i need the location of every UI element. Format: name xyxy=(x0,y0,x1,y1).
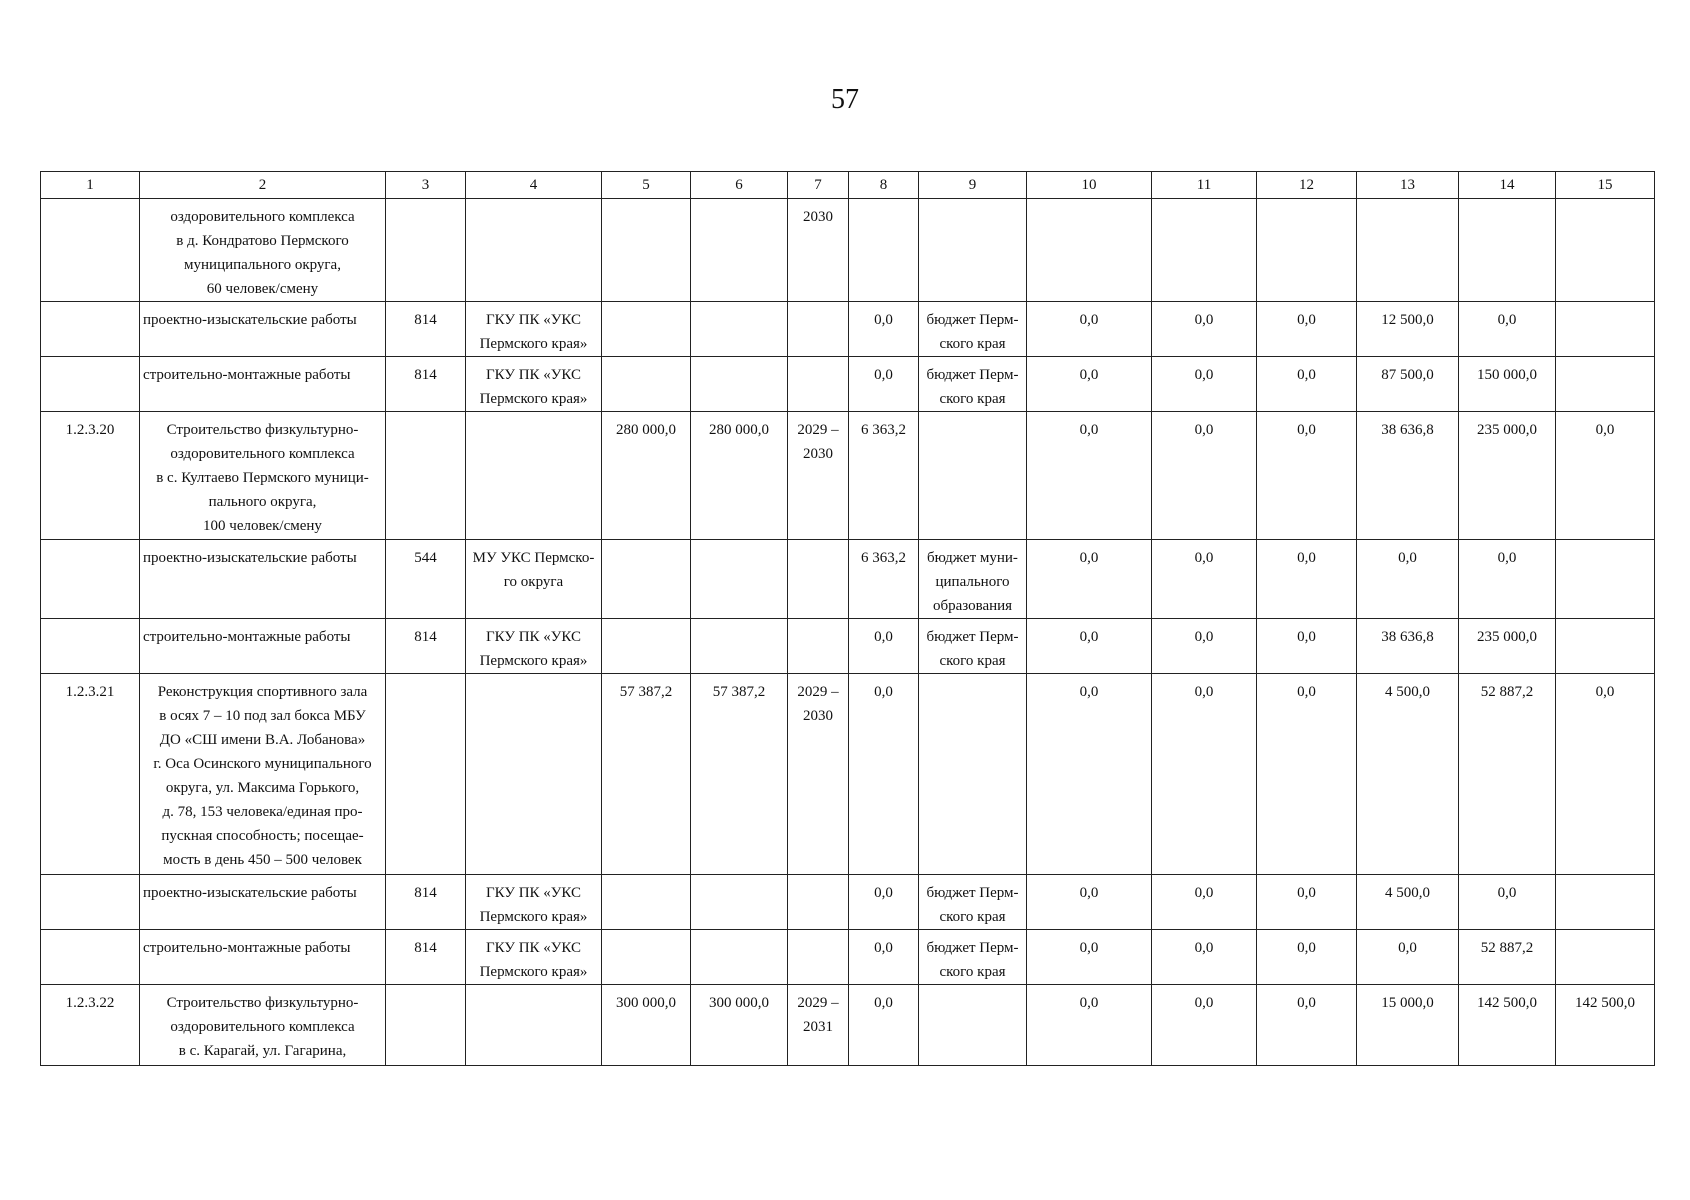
table-cell xyxy=(1556,357,1655,412)
table-row xyxy=(41,540,1655,619)
table-cell: 2029 – 2031 xyxy=(788,985,849,1066)
table-cell: 0,0 xyxy=(1027,357,1152,412)
column-header: 1 xyxy=(41,172,140,199)
table-cell: строительно-монтажные работы xyxy=(140,619,386,674)
table-cell xyxy=(788,875,849,930)
table-cell xyxy=(602,875,691,930)
table-cell: 235 000,0 xyxy=(1459,412,1556,540)
table-cell: Строительство физкультурно- оздоровительного комплекса в с. Карагай, ул. Гагарина, xyxy=(140,985,386,1066)
table-cell xyxy=(1152,199,1257,302)
column-header: 4 xyxy=(466,172,602,199)
table-cell: ГКУ ПК «УКС Пермского края» xyxy=(466,357,602,412)
table-cell: 4 500,0 xyxy=(1357,875,1459,930)
table-cell: проектно-изыскательские работы xyxy=(140,875,386,930)
table-cell: 0,0 xyxy=(849,357,919,412)
column-header: 12 xyxy=(1257,172,1357,199)
table-cell: 0,0 xyxy=(1257,674,1357,875)
table-row xyxy=(41,412,1655,540)
table-cell: 87 500,0 xyxy=(1357,357,1459,412)
table-cell: 0,0 xyxy=(849,985,919,1066)
table-cell: 0,0 xyxy=(849,302,919,357)
table-cell xyxy=(1357,199,1459,302)
table-cell: ГКУ ПК «УКС Пермского края» xyxy=(466,619,602,674)
table-cell: 142 500,0 xyxy=(1459,985,1556,1066)
table-row xyxy=(41,985,1655,1066)
table-cell: оздоровительного комплекса в д. Кондратово Пермского муниципального округа, 60 человек/смену xyxy=(140,199,386,302)
table-cell: 57 387,2 xyxy=(691,674,788,875)
table-cell: 1.2.3.22 xyxy=(41,985,140,1066)
table-cell: 52 887,2 xyxy=(1459,930,1556,985)
table-cell: 0,0 xyxy=(1152,302,1257,357)
page-number: 57 xyxy=(831,84,859,115)
table-cell xyxy=(1556,540,1655,619)
table-cell: 280 000,0 xyxy=(691,412,788,540)
table-cell xyxy=(386,412,466,540)
program-table xyxy=(40,171,1655,1066)
table-row xyxy=(41,875,1655,930)
table-row xyxy=(41,619,1655,674)
table-cell: бюджет Перм- ского края xyxy=(919,875,1027,930)
table-cell: бюджет Перм- ского края xyxy=(919,357,1027,412)
table-cell xyxy=(466,985,602,1066)
table-cell xyxy=(41,199,140,302)
table-cell xyxy=(691,302,788,357)
table-cell xyxy=(1257,199,1357,302)
table-cell: 280 000,0 xyxy=(602,412,691,540)
table-cell xyxy=(386,985,466,1066)
table-cell: 0,0 xyxy=(1459,302,1556,357)
table-cell: 2029 – 2030 xyxy=(788,412,849,540)
column-header: 11 xyxy=(1152,172,1257,199)
table-cell xyxy=(849,199,919,302)
table-cell: строительно-монтажные работы xyxy=(140,930,386,985)
table-cell: 0,0 xyxy=(1152,674,1257,875)
table-cell: 0,0 xyxy=(1027,619,1152,674)
table-cell: бюджет Перм- ского края xyxy=(919,930,1027,985)
table-cell: 300 000,0 xyxy=(691,985,788,1066)
table-cell xyxy=(466,674,602,875)
table-cell xyxy=(602,930,691,985)
table-cell: 15 000,0 xyxy=(1357,985,1459,1066)
table-cell: 52 887,2 xyxy=(1459,674,1556,875)
table-cell: 0,0 xyxy=(1556,412,1655,540)
table-cell xyxy=(788,357,849,412)
table-cell xyxy=(691,540,788,619)
column-header: 8 xyxy=(849,172,919,199)
table-cell: 544 xyxy=(386,540,466,619)
table-cell: 0,0 xyxy=(849,674,919,875)
table-cell: 0,0 xyxy=(1152,412,1257,540)
table-cell xyxy=(41,619,140,674)
table-cell: 0,0 xyxy=(1152,985,1257,1066)
table-cell: строительно-монтажные работы xyxy=(140,357,386,412)
table-cell xyxy=(1556,875,1655,930)
column-header: 3 xyxy=(386,172,466,199)
table-cell: 0,0 xyxy=(1027,875,1152,930)
table-cell: 0,0 xyxy=(1257,875,1357,930)
table-cell: 2030 xyxy=(788,199,849,302)
table-cell xyxy=(602,357,691,412)
table-cell: 6 363,2 xyxy=(849,540,919,619)
column-header: 15 xyxy=(1556,172,1655,199)
table-cell xyxy=(41,357,140,412)
table-cell xyxy=(1556,930,1655,985)
column-header: 14 xyxy=(1459,172,1556,199)
table-cell xyxy=(1027,199,1152,302)
table-cell xyxy=(919,674,1027,875)
table-row xyxy=(41,357,1655,412)
table-cell: 38 636,8 xyxy=(1357,619,1459,674)
table-cell: 150 000,0 xyxy=(1459,357,1556,412)
table-cell: бюджет Перм- ского края xyxy=(919,619,1027,674)
table-cell: 0,0 xyxy=(1027,985,1152,1066)
table-cell: Строительство физкультурно- оздоровительного комплекса в с. Култаево Пермского муници- пального округа, 100 человек/смену xyxy=(140,412,386,540)
table-cell: бюджет муни- ципального образования xyxy=(919,540,1027,619)
table-cell: 1.2.3.21 xyxy=(41,674,140,875)
column-header: 5 xyxy=(602,172,691,199)
table-cell xyxy=(691,619,788,674)
table-cell: 57 387,2 xyxy=(602,674,691,875)
column-header: 7 xyxy=(788,172,849,199)
column-header: 9 xyxy=(919,172,1027,199)
table-cell: 0,0 xyxy=(1027,540,1152,619)
table-row xyxy=(41,930,1655,985)
table-cell: 4 500,0 xyxy=(1357,674,1459,875)
table-cell: 0,0 xyxy=(1459,540,1556,619)
table-cell xyxy=(788,302,849,357)
table-cell xyxy=(919,985,1027,1066)
table-cell xyxy=(919,412,1027,540)
table-cell xyxy=(602,199,691,302)
table-cell: 0,0 xyxy=(1257,985,1357,1066)
table-cell: 814 xyxy=(386,875,466,930)
table-cell: 0,0 xyxy=(1152,619,1257,674)
table-cell: 0,0 xyxy=(1257,540,1357,619)
table-cell: 12 500,0 xyxy=(1357,302,1459,357)
table-cell: 814 xyxy=(386,619,466,674)
table-cell: МУ УКС Пермско- го округа xyxy=(466,540,602,619)
table-cell xyxy=(788,540,849,619)
table-cell: 0,0 xyxy=(1257,302,1357,357)
table-cell: 0,0 xyxy=(1027,412,1152,540)
table-cell: 0,0 xyxy=(1357,930,1459,985)
table-header-row xyxy=(41,172,1655,199)
table-cell: ГКУ ПК «УКС Пермского края» xyxy=(466,302,602,357)
table-cell: 0,0 xyxy=(1152,357,1257,412)
table-cell: 0,0 xyxy=(1257,412,1357,540)
table-cell: 0,0 xyxy=(1027,302,1152,357)
table-cell xyxy=(602,302,691,357)
table-cell: 0,0 xyxy=(1257,619,1357,674)
table-cell xyxy=(788,619,849,674)
table-cell: Реконструкция спортивного зала в осях 7 – 10 под зал бокса МБУ ДО «СШ имени В.А. Лобанова» г. Оса Осинского муниципального округа, ул. Максима Горького, д. 78, 153 человека/единая про- пускная способность; посещае- мость в день 450 – 500 человек xyxy=(140,674,386,875)
table-cell: 0,0 xyxy=(1152,930,1257,985)
table-cell: 235 000,0 xyxy=(1459,619,1556,674)
table-cell: ГКУ ПК «УКС Пермского края» xyxy=(466,875,602,930)
table-cell: 142 500,0 xyxy=(1556,985,1655,1066)
column-header: 10 xyxy=(1027,172,1152,199)
column-header: 13 xyxy=(1357,172,1459,199)
table-cell xyxy=(691,930,788,985)
table-cell: 0,0 xyxy=(1152,875,1257,930)
table-row xyxy=(41,199,1655,302)
column-header: 2 xyxy=(140,172,386,199)
table-cell: 814 xyxy=(386,302,466,357)
column-header: 6 xyxy=(691,172,788,199)
table-cell: 38 636,8 xyxy=(1357,412,1459,540)
table-cell xyxy=(41,930,140,985)
table-row xyxy=(41,674,1655,875)
table-cell xyxy=(919,199,1027,302)
table-cell xyxy=(41,875,140,930)
table-cell xyxy=(466,199,602,302)
table-cell: 0,0 xyxy=(1357,540,1459,619)
table-cell xyxy=(788,930,849,985)
table-cell xyxy=(602,540,691,619)
table-cell xyxy=(41,302,140,357)
table-cell: 0,0 xyxy=(1027,674,1152,875)
table-cell: 814 xyxy=(386,357,466,412)
table-cell: 0,0 xyxy=(1459,875,1556,930)
table-cell: бюджет Перм- ского края xyxy=(919,302,1027,357)
table-cell: ГКУ ПК «УКС Пермского края» xyxy=(466,930,602,985)
table-cell: 0,0 xyxy=(1152,540,1257,619)
table-cell: 0,0 xyxy=(1257,930,1357,985)
table-cell: 1.2.3.20 xyxy=(41,412,140,540)
table-row xyxy=(41,302,1655,357)
table-cell xyxy=(691,199,788,302)
table-cell xyxy=(691,357,788,412)
table-cell: проектно-изыскательские работы xyxy=(140,540,386,619)
table-cell xyxy=(466,412,602,540)
table-cell: проектно-изыскательские работы xyxy=(140,302,386,357)
table-cell: 0,0 xyxy=(1556,674,1655,875)
table-cell xyxy=(41,540,140,619)
table-cell: 2029 – 2030 xyxy=(788,674,849,875)
table-cell: 0,0 xyxy=(849,619,919,674)
table-cell: 814 xyxy=(386,930,466,985)
table-cell: 0,0 xyxy=(1257,357,1357,412)
table-cell: 0,0 xyxy=(1027,930,1152,985)
table-cell xyxy=(602,619,691,674)
table-cell: 0,0 xyxy=(849,930,919,985)
table-cell: 300 000,0 xyxy=(602,985,691,1066)
table-cell xyxy=(1556,199,1655,302)
table-cell xyxy=(1459,199,1556,302)
table-cell xyxy=(1556,619,1655,674)
table-cell xyxy=(1556,302,1655,357)
table-cell xyxy=(386,674,466,875)
table-cell xyxy=(386,199,466,302)
table-cell: 6 363,2 xyxy=(849,412,919,540)
table-cell xyxy=(691,875,788,930)
table-cell: 0,0 xyxy=(849,875,919,930)
